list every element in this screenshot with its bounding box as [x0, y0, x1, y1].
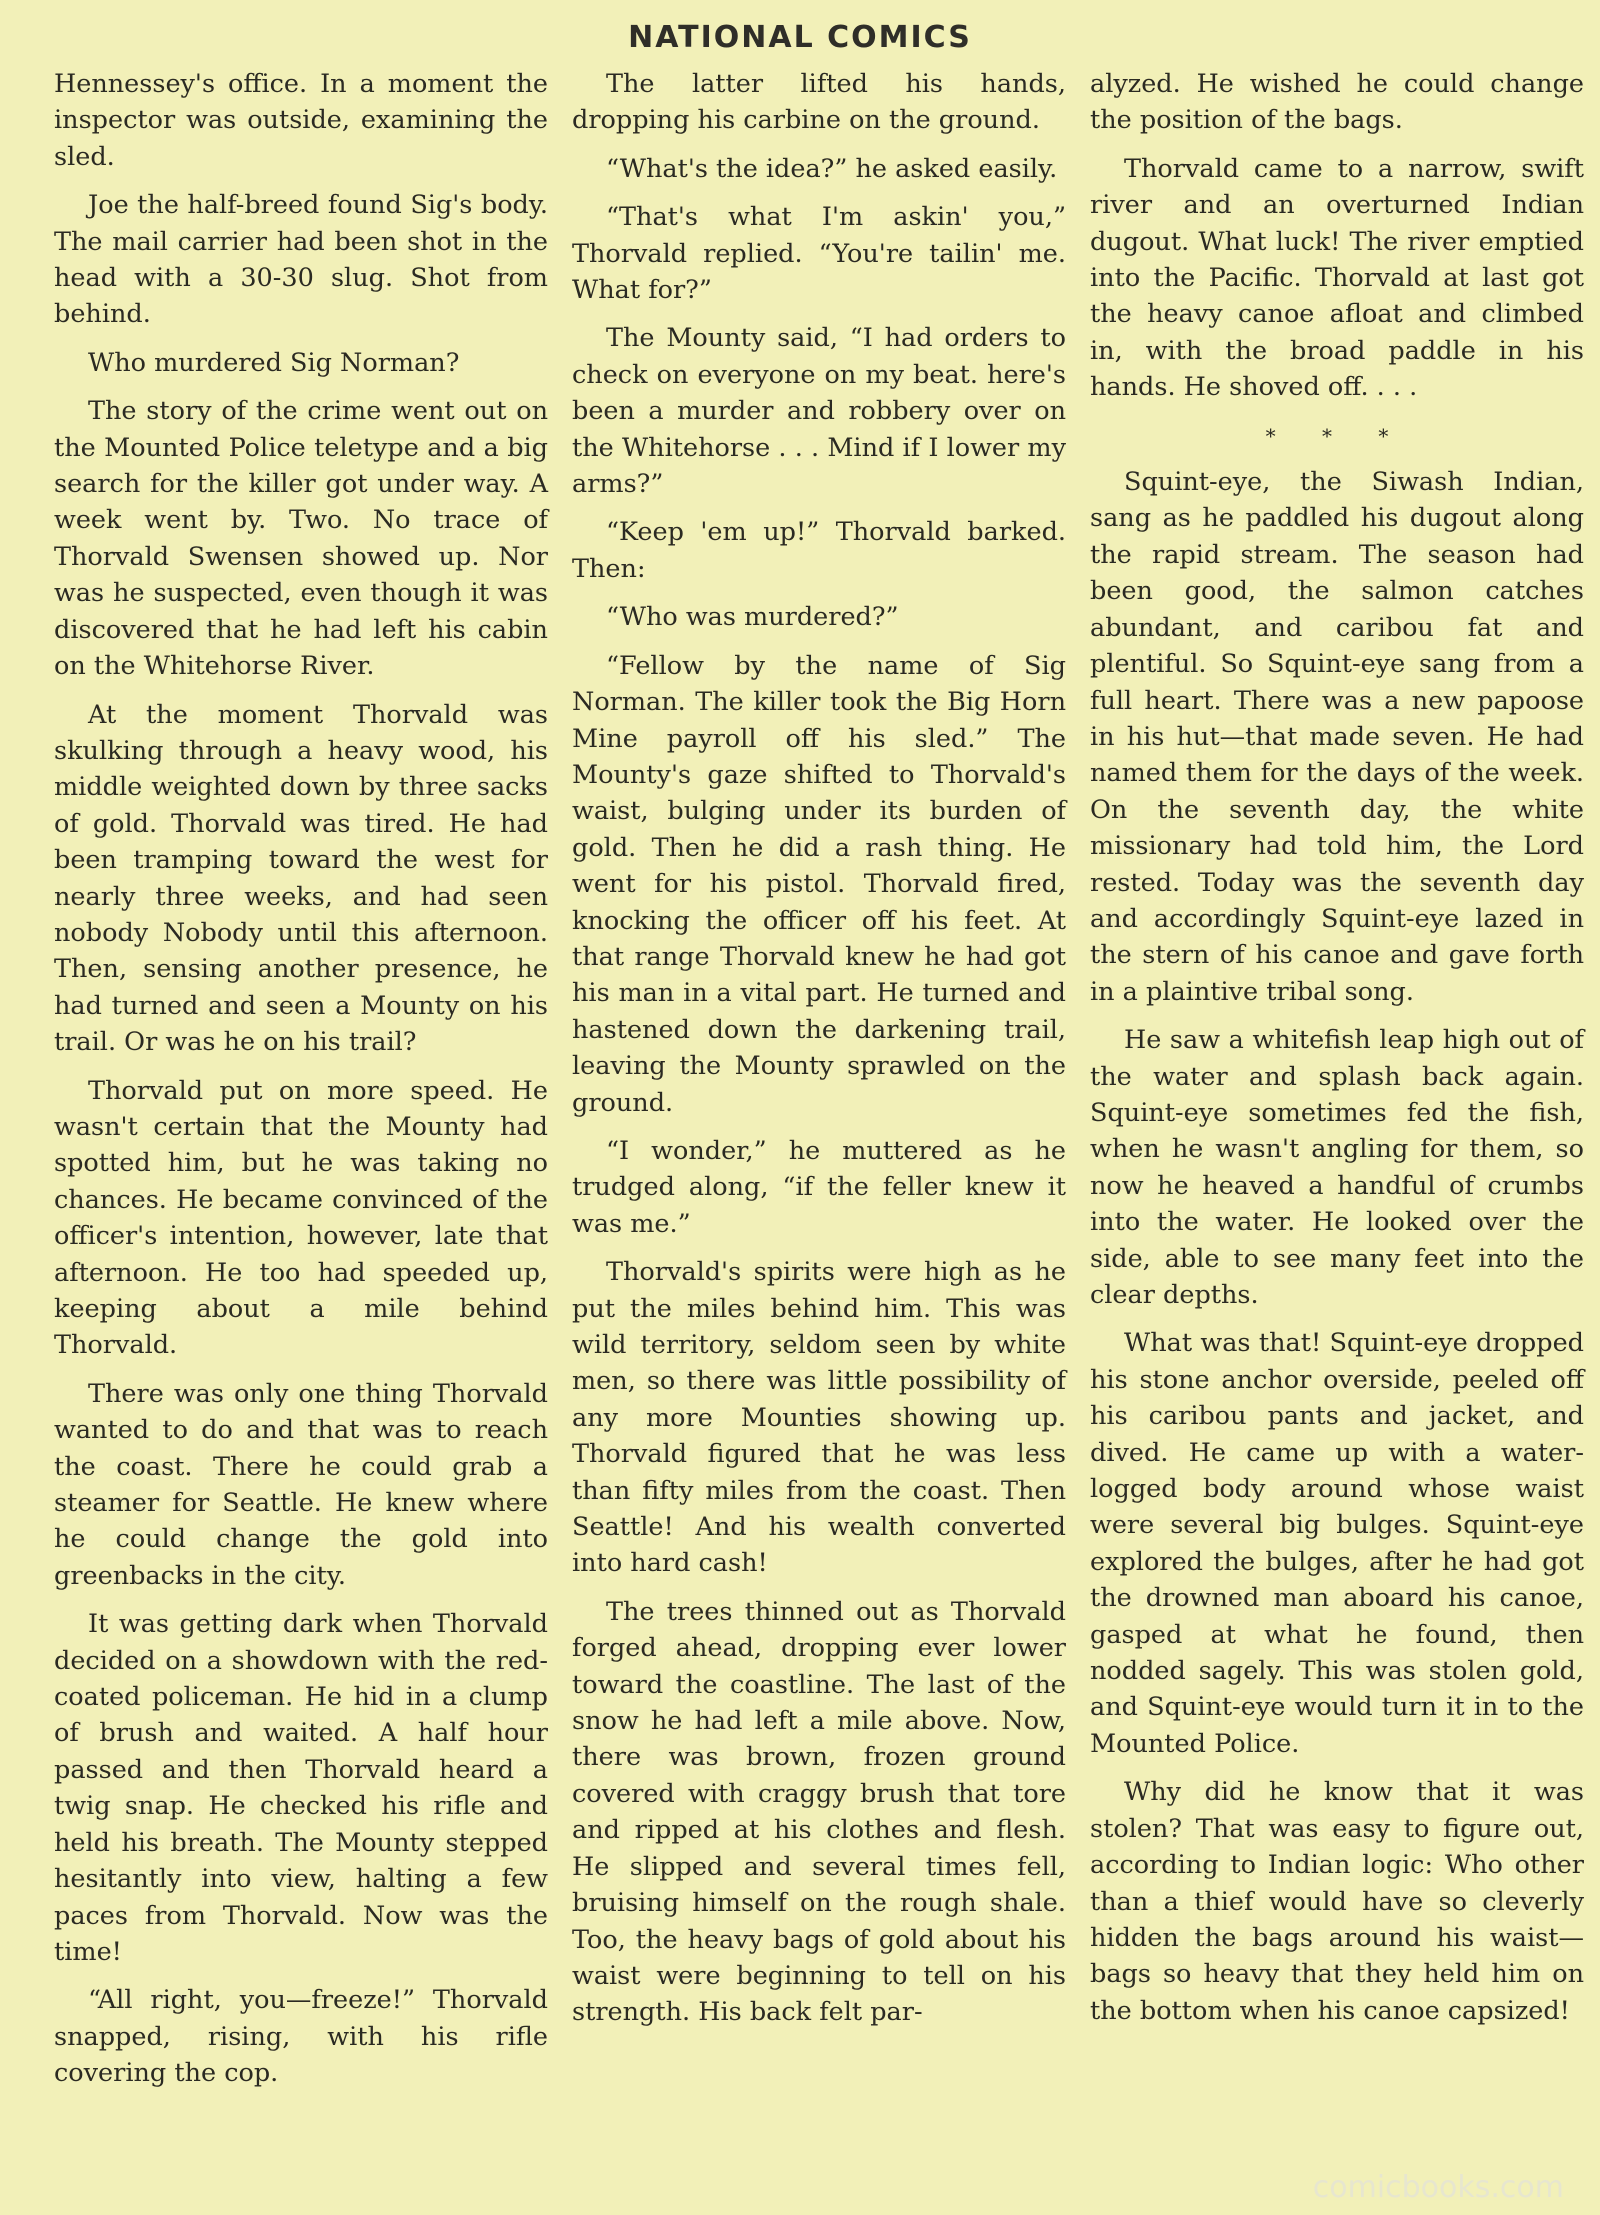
paragraph: He saw a whitefish leap high out of the water and splash back again. Squint-eye sometimes fed the fish, when he wasn't angling for them, so now he heaved a handful of crumbs into the water. He looked over the side, able to see many feet into the clear depths.	[1090, 1025, 1584, 1310]
paragraph: The story of the crime went out on the Mounted Police teletype and a big search for the killer got under way. A week went by. Two. No trace of Thorvald Swensen showed up. Nor was he suspected, even though it was discovered that he had left his cabin on the Whitehorse River.	[54, 396, 548, 682]
paragraph: The trees thinned out as Thorvald forged ahead, dropping ever lower toward the coastline. The last of the snow he had left a mile above. Now, there was brown, frozen ground covered with craggy brush that tore and ripped at his clothes and flesh. He slipped and several times fell, bruising himself on the rough shale. Too, the heavy bags of gold about his waist were beginning to tell on his strength. His back felt par-	[572, 1596, 1066, 2028]
paragraph: “I wonder,” he muttered as he trudged along, “if the feller knew it was me.”	[572, 1135, 1066, 1239]
text-column-3	[1090, 66, 1584, 2041]
paragraph: Why did he know that it was stolen? That was easy to figure out, according to Indian logic: Who other than a thief would have so cleverly hidden the bags around his waist—bags so heavy that they held him on the bottom when his canoe capsized!	[1090, 1777, 1584, 2026]
paragraph: Thorvald came to a narrow, swift river and an overturned Indian dugout. What luck! The river emptied into the Pacific. Thorvald at last got the heavy canoe afloat and climbed in, with the broad paddle in his hands. He shoved off. . . .	[1090, 153, 1584, 403]
page-title: NATIONAL COMICS	[628, 20, 972, 55]
separator-text: * * *	[1265, 423, 1409, 448]
paragraph: “Fellow by the name of Sig Norman. The killer took the Big Horn Mine payroll off his sled.” The Mounty's gaze shifted to Thorvald's waist, bulging under its burden of gold. Then he did a rash thing. He went for his pistol. Thorvald fired, knocking the officer off his feet. At that range Thorvald knew he had got his man in a vital part. He turned and hastened down the darkening trail, leaving the Mounty sprawled on the ground.	[572, 650, 1066, 1118]
paragraph: Squint-eye, the Siwash Indian, sang as he paddled his dugout along the rapid stream. The season had been good, the salmon catches abundant, and caribou fat and plentiful. So Squint-eye sang from a full heart. There was a new papoose in his hut—that made seven. He had named them for the days of the week. On the seventh day, the white missionary had told him, the Lord rested. Today was the seventh day and accordingly Squint-eye lazed in the stern of his canoe and gave forth in a plaintive tribal song.	[1090, 467, 1584, 1007]
paragraph: The Mounty said, “I had orders to check on everyone on my beat. here's been a murder and robbery over on the Whitehorse . . . Mind if I lower my arms?”	[572, 323, 1066, 500]
watermark: comicbooks.com	[1312, 2170, 1564, 2205]
paragraph: “What's the idea?” he asked easily.	[606, 153, 1058, 184]
paragraph: Hennessey's office. In a moment the inspector was outside, examining the sled.	[54, 69, 548, 172]
section-separator	[1090, 418, 1584, 454]
paragraph: alyzed. He wished he could change the position of the bags.	[1090, 69, 1584, 136]
paragraph: Thorvald put on more speed. He wasn't certain that the Mounty had spotted him, but he was taking no chances. He became convinced of the officer's intention, however, late that afternoon. He too had speeded up, keeping about a mile behind Thorvald.	[54, 1075, 548, 1361]
paragraph: The latter lifted his hands, dropping his carbine on the ground.	[572, 69, 1066, 136]
paragraph: At the moment Thorvald was skulking through a heavy wood, his middle weighted down by three sacks of gold. Thorvald was tired. He had been tramping toward the west for nearly three weeks, and had seen nobody Nobody until this afternoon. Then, sensing another presence, he had turned and seen a Mounty on his trail. Or was he on his trail?	[54, 699, 548, 1058]
text-column-1	[54, 66, 548, 2104]
paragraph: There was only one thing Thorvald wanted to do and that was to reach the coast. There he could grab a steamer for Seattle. He knew where he could change the gold into greenbacks in the city.	[54, 1378, 548, 1591]
paragraph: Thorvald's spirits were high as he put the miles behind him. This was wild territory, seldom seen by white men, so there was little possibility of any more Mounties showing up. Thorvald figured that he was less than fifty miles from the coast. Then Seattle! And his wealth converted into hard cash!	[572, 1257, 1066, 1579]
paragraph: “That's what I'm askin' you,” Thorvald replied. “You're tailin' me. What for?”	[572, 202, 1066, 306]
paragraph: Who murdered Sig Norman?	[88, 347, 460, 378]
paragraph: What was that! Squint-eye dropped his stone anchor overside, peeled off his caribou pants and jacket, and dived. He came up with a water-logged body around whose waist were several big bulges. Squint-eye explored the bulges, after he had got the drowned man aboard his canoe, gasped at what he found, then nodded sagely. This was stolen gold, and Squint-eye would turn it in to the Mounted Police.	[1090, 1328, 1584, 1759]
paragraph: Joe the half-breed found Sig's body. The mail carrier had been shot in the head with a 30-30 slug. Shot from behind.	[54, 190, 548, 330]
paragraph: “Who was murdered?”	[606, 602, 899, 633]
paragraph: “Keep 'em up!” Thorvald barked. Then:	[572, 517, 1066, 584]
text-column-2	[572, 66, 1066, 2043]
paragraph: “All right, you—freeze!” Thorvald snapped, rising, with his rifle covering the cop.	[54, 1985, 548, 2089]
paragraph: It was getting dark when Thorvald decided on a showdown with the red-coated policeman. He hid in a clump of brush and waited. A half hour passed and then Thorvald heard a twig snap. He checked his rifle and held his breath. The Mounty stepped hesitantly into view, halting a few paces from Thorvald. Now was the time!	[54, 1609, 548, 1967]
